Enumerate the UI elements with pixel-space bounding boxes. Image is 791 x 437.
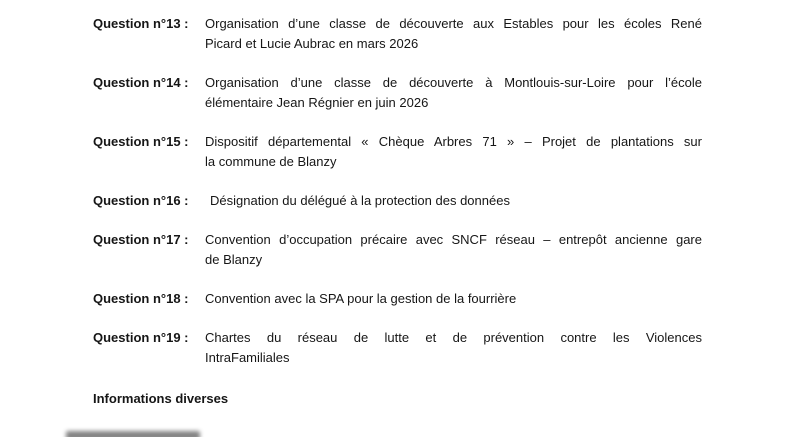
question-item-16 <box>93 191 791 211</box>
question-text-line: de Blanzy <box>205 252 263 267</box>
question-text-line: Convention avec la SPA pour la gestion de la fourrière <box>205 291 517 306</box>
question-item-18 <box>93 289 791 309</box>
question-item-17 <box>93 230 791 270</box>
question-label: Question n°19 : <box>93 330 189 345</box>
question-label: Question n°16 : <box>93 193 189 208</box>
cutoff-text-fragment <box>66 431 200 437</box>
question-item-15 <box>93 132 791 172</box>
question-text <box>205 191 707 211</box>
question-label: Question n°13 : <box>93 16 189 31</box>
question-text <box>205 73 702 113</box>
question-label: Question n°18 : <box>93 291 189 306</box>
question-text <box>205 14 702 54</box>
question-text <box>205 132 702 172</box>
question-text <box>205 230 702 270</box>
question-text-line: Dispositif départemental « Chèque Arbres 71 » – Projet de plantations sur <box>205 134 702 149</box>
question-label: Question n°15 : <box>93 134 189 149</box>
question-text-line: IntraFamiliales <box>205 350 290 365</box>
question-text-line: la commune de Blanzy <box>205 154 337 169</box>
question-text-line: Organisation d’une classe de découverte aux Estables pour les écoles René <box>205 16 702 31</box>
question-item-19 <box>93 328 791 368</box>
question-text-line: Convention d’occupation précaire avec SNCF réseau – entrepôt ancienne gare <box>205 232 702 247</box>
question-label: Question n°17 : <box>93 232 189 247</box>
question-label: Question n°14 : <box>93 75 189 90</box>
question-text-line: Picard et Lucie Aubrac en mars 2026 <box>205 36 419 51</box>
question-text-line: Organisation d’une classe de découverte à Montlouis-sur-Loire pour l’école <box>205 75 702 90</box>
question-text-line: Chartes du réseau de lutte et de prévention contre les Violences <box>205 330 702 345</box>
question-item-13 <box>93 14 791 54</box>
question-text <box>205 289 702 309</box>
question-text-line: Désignation du délégué à la protection des données <box>210 193 510 208</box>
question-item-14 <box>93 73 791 113</box>
question-text-line: élémentaire Jean Régnier en juin 2026 <box>205 95 429 110</box>
informations-diverses-heading: Informations diverses <box>93 391 229 406</box>
question-text <box>205 328 702 368</box>
